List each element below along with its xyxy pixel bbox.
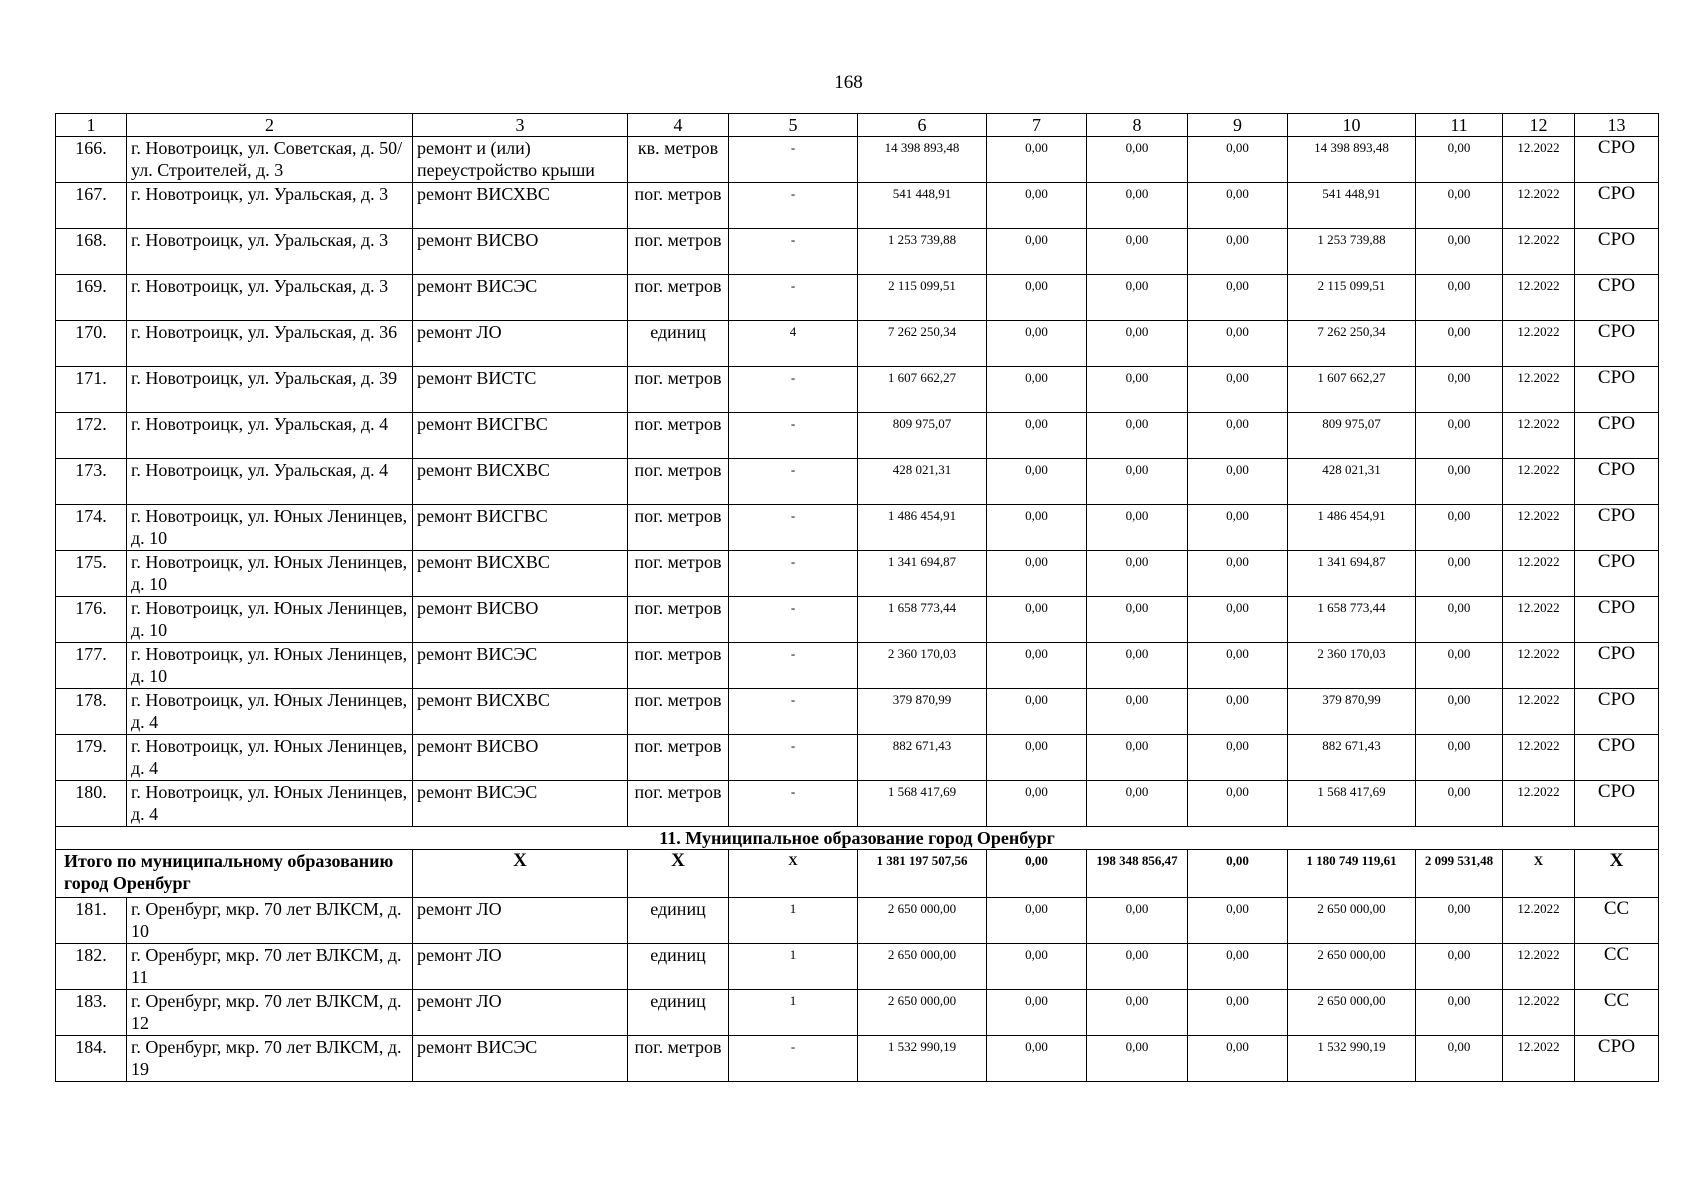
total-cost-cell: 1 532 990,19 [858, 1036, 987, 1082]
fund-cell: 0,00 [987, 781, 1087, 827]
other-funds-cell: 0,00 [1416, 898, 1503, 944]
table-row [56, 183, 1659, 229]
method-cell: СС [1575, 944, 1659, 990]
total-cost-cell: 1 253 739,88 [858, 229, 987, 275]
quantity-cell: - [729, 459, 858, 505]
method-cell: СРО [1575, 413, 1659, 459]
unit-cell: кв. метров [628, 137, 729, 183]
total-marker-cell: X [628, 850, 729, 898]
quantity-cell: - [729, 183, 858, 229]
section-title: 11. Муниципальное образование город Оренбург [56, 827, 1659, 850]
address-cell: г. Оренбург, мкр. 70 лет ВЛКСМ, д. 10 [127, 898, 413, 944]
budget-cell: 0,00 [1087, 275, 1188, 321]
deadline-cell: 12.2022 [1503, 689, 1575, 735]
address-cell: г. Новотроицк, ул. Уральская, д. 3 [127, 183, 413, 229]
column-number-header: 11 [1416, 114, 1503, 137]
column-number-header: 12 [1503, 114, 1575, 137]
other-funds-cell: 0,00 [1416, 944, 1503, 990]
method-cell: СРО [1575, 551, 1659, 597]
total-label: Итого по муниципальному образованию город Оренбург [56, 850, 413, 898]
column-number-header: 7 [987, 114, 1087, 137]
row-number-cell: 170. [56, 321, 127, 367]
unit-cell: пог. метров [628, 689, 729, 735]
other-funds-cell: 0,00 [1416, 597, 1503, 643]
unit-cell: пог. метров [628, 229, 729, 275]
deadline-cell: 12.2022 [1503, 229, 1575, 275]
local-budget-cell: 0,00 [1188, 321, 1288, 367]
method-cell: СРО [1575, 597, 1659, 643]
quantity-cell: - [729, 505, 858, 551]
table-row [56, 321, 1659, 367]
owners-funds-cell: 1 532 990,19 [1288, 1036, 1416, 1082]
total-cost-cell: 2 650 000,00 [858, 990, 987, 1036]
unit-cell: единиц [628, 321, 729, 367]
address-cell: г. Новотроицк, ул. Юных Ленинцев, д. 4 [127, 689, 413, 735]
total-value-cell: 0,00 [987, 850, 1087, 898]
deadline-cell: 12.2022 [1503, 1036, 1575, 1082]
deadline-cell: 12.2022 [1503, 321, 1575, 367]
fund-cell: 0,00 [987, 505, 1087, 551]
unit-cell: единиц [628, 990, 729, 1036]
local-budget-cell: 0,00 [1188, 229, 1288, 275]
method-cell: СРО [1575, 505, 1659, 551]
fund-cell: 0,00 [987, 459, 1087, 505]
row-number-cell: 181. [56, 898, 127, 944]
other-funds-cell: 0,00 [1416, 505, 1503, 551]
deadline-cell: 12.2022 [1503, 735, 1575, 781]
table-row [56, 781, 1659, 827]
method-cell: СРО [1575, 321, 1659, 367]
table-row [56, 137, 1659, 183]
other-funds-cell: 0,00 [1416, 137, 1503, 183]
row-number-cell: 167. [56, 183, 127, 229]
work-type-cell: ремонт ВИСХВС [413, 459, 628, 505]
other-funds-cell: 0,00 [1416, 1036, 1503, 1082]
total-marker-cell: X [413, 850, 628, 898]
deadline-cell: 12.2022 [1503, 275, 1575, 321]
total-cost-cell: 1 658 773,44 [858, 597, 987, 643]
total-cost-cell: 1 486 454,91 [858, 505, 987, 551]
unit-cell: пог. метров [628, 367, 729, 413]
column-number-header: 4 [628, 114, 729, 137]
row-number-cell: 178. [56, 689, 127, 735]
total-cost-cell: 2 360 170,03 [858, 643, 987, 689]
fund-cell: 0,00 [987, 735, 1087, 781]
total-cost-cell: 809 975,07 [858, 413, 987, 459]
total-cost-cell: 882 671,43 [858, 735, 987, 781]
row-number-cell: 184. [56, 1036, 127, 1082]
deadline-cell: 12.2022 [1503, 505, 1575, 551]
column-number-header: 5 [729, 114, 858, 137]
quantity-cell: 1 [729, 898, 858, 944]
table-row [56, 597, 1659, 643]
table-row [56, 459, 1659, 505]
budget-cell: 0,00 [1087, 551, 1188, 597]
fund-cell: 0,00 [987, 944, 1087, 990]
address-cell: г. Новотроицк, ул. Уральская, д. 3 [127, 275, 413, 321]
owners-funds-cell: 1 607 662,27 [1288, 367, 1416, 413]
address-cell: г. Новотроицк, ул. Уральская, д. 36 [127, 321, 413, 367]
work-type-cell: ремонт ВИСГВС [413, 413, 628, 459]
address-cell: г. Оренбург, мкр. 70 лет ВЛКСМ, д. 11 [127, 944, 413, 990]
total-cost-cell: 2 650 000,00 [858, 898, 987, 944]
local-budget-cell: 0,00 [1188, 735, 1288, 781]
fund-cell: 0,00 [987, 137, 1087, 183]
owners-funds-cell: 428 021,31 [1288, 459, 1416, 505]
fund-cell: 0,00 [987, 643, 1087, 689]
owners-funds-cell: 882 671,43 [1288, 735, 1416, 781]
fund-cell: 0,00 [987, 183, 1087, 229]
quantity-cell: 1 [729, 990, 858, 1036]
total-value-cell: X [1503, 850, 1575, 898]
method-cell: СРО [1575, 229, 1659, 275]
local-budget-cell: 0,00 [1188, 551, 1288, 597]
address-cell: г. Новотроицк, ул. Советская, д. 50/ул. Строителей, д. 3 [127, 137, 413, 183]
unit-cell: пог. метров [628, 459, 729, 505]
deadline-cell: 12.2022 [1503, 413, 1575, 459]
method-cell: СРО [1575, 275, 1659, 321]
method-cell: СРО [1575, 689, 1659, 735]
other-funds-cell: 0,00 [1416, 643, 1503, 689]
owners-funds-cell: 379 870,99 [1288, 689, 1416, 735]
total-cost-cell: 2 650 000,00 [858, 944, 987, 990]
other-funds-cell: 0,00 [1416, 229, 1503, 275]
other-funds-cell: 0,00 [1416, 551, 1503, 597]
fund-cell: 0,00 [987, 597, 1087, 643]
budget-cell: 0,00 [1087, 689, 1188, 735]
total-cost-cell: 1 341 694,87 [858, 551, 987, 597]
total-value-cell: X [729, 850, 858, 898]
quantity-cell: - [729, 137, 858, 183]
quantity-cell: 4 [729, 321, 858, 367]
deadline-cell: 12.2022 [1503, 459, 1575, 505]
address-cell: г. Оренбург, мкр. 70 лет ВЛКСМ, д. 12 [127, 990, 413, 1036]
owners-funds-cell: 1 658 773,44 [1288, 597, 1416, 643]
table-row [56, 1036, 1659, 1082]
address-cell: г. Новотроицк, ул. Уральская, д. 39 [127, 367, 413, 413]
unit-cell: единиц [628, 944, 729, 990]
local-budget-cell: 0,00 [1188, 990, 1288, 1036]
budget-cell: 0,00 [1087, 505, 1188, 551]
method-cell: СС [1575, 898, 1659, 944]
method-cell: СС [1575, 990, 1659, 1036]
quantity-cell: - [729, 1036, 858, 1082]
owners-funds-cell: 809 975,07 [1288, 413, 1416, 459]
unit-cell: пог. метров [628, 781, 729, 827]
address-cell: г. Новотроицк, ул. Юных Ленинцев, д. 10 [127, 597, 413, 643]
work-type-cell: ремонт ВИСТС [413, 367, 628, 413]
quantity-cell: - [729, 413, 858, 459]
unit-cell: единиц [628, 898, 729, 944]
table-row [56, 643, 1659, 689]
fund-cell: 0,00 [987, 689, 1087, 735]
total-cost-cell: 14 398 893,48 [858, 137, 987, 183]
column-number-header: 9 [1188, 114, 1288, 137]
row-number-cell: 169. [56, 275, 127, 321]
method-cell: СРО [1575, 367, 1659, 413]
owners-funds-cell: 1 253 739,88 [1288, 229, 1416, 275]
budget-cell: 0,00 [1087, 367, 1188, 413]
work-type-cell: ремонт ЛО [413, 990, 628, 1036]
work-type-cell: ремонт ВИСВО [413, 735, 628, 781]
owners-funds-cell: 2 650 000,00 [1288, 944, 1416, 990]
total-value-cell: 1 381 197 507,56 [858, 850, 987, 898]
local-budget-cell: 0,00 [1188, 275, 1288, 321]
table-row [56, 413, 1659, 459]
total-cost-cell: 379 870,99 [858, 689, 987, 735]
quantity-cell: - [729, 367, 858, 413]
local-budget-cell: 0,00 [1188, 413, 1288, 459]
budget-cell: 0,00 [1087, 321, 1188, 367]
total-value-cell: 1 180 749 119,61 [1288, 850, 1416, 898]
method-cell: СРО [1575, 1036, 1659, 1082]
local-budget-cell: 0,00 [1188, 505, 1288, 551]
quantity-cell: 1 [729, 944, 858, 990]
table-row [56, 367, 1659, 413]
table-row [56, 229, 1659, 275]
other-funds-cell: 0,00 [1416, 367, 1503, 413]
table-row [56, 689, 1659, 735]
owners-funds-cell: 1 486 454,91 [1288, 505, 1416, 551]
owners-funds-cell: 541 448,91 [1288, 183, 1416, 229]
total-cost-cell: 1 607 662,27 [858, 367, 987, 413]
quantity-cell: - [729, 275, 858, 321]
budget-cell: 0,00 [1087, 413, 1188, 459]
local-budget-cell: 0,00 [1188, 643, 1288, 689]
quantity-cell: - [729, 735, 858, 781]
address-cell: г. Новотроицк, ул. Уральская, д. 4 [127, 459, 413, 505]
work-type-cell: ремонт ВИСВО [413, 229, 628, 275]
work-type-cell: ремонт ВИСГВС [413, 505, 628, 551]
work-type-cell: ремонт ВИСЭС [413, 1036, 628, 1082]
unit-cell: пог. метров [628, 275, 729, 321]
owners-funds-cell: 2 650 000,00 [1288, 990, 1416, 1036]
address-cell: г. Новотроицк, ул. Юных Ленинцев, д. 10 [127, 505, 413, 551]
table-row [56, 275, 1659, 321]
other-funds-cell: 0,00 [1416, 275, 1503, 321]
budget-cell: 0,00 [1087, 1036, 1188, 1082]
budget-cell: 0,00 [1087, 597, 1188, 643]
deadline-cell: 12.2022 [1503, 781, 1575, 827]
work-type-cell: ремонт ЛО [413, 321, 628, 367]
deadline-cell: 12.2022 [1503, 990, 1575, 1036]
column-number-header: 13 [1575, 114, 1659, 137]
table-row [56, 898, 1659, 944]
unit-cell: пог. метров [628, 735, 729, 781]
unit-cell: пог. метров [628, 551, 729, 597]
work-type-cell: ремонт ВИСХВС [413, 551, 628, 597]
row-number-cell: 175. [56, 551, 127, 597]
total-cost-cell: 2 115 099,51 [858, 275, 987, 321]
row-number-cell: 171. [56, 367, 127, 413]
owners-funds-cell: 1 341 694,87 [1288, 551, 1416, 597]
work-type-cell: ремонт ВИСЭС [413, 275, 628, 321]
other-funds-cell: 0,00 [1416, 459, 1503, 505]
owners-funds-cell: 2 115 099,51 [1288, 275, 1416, 321]
table-row [56, 505, 1659, 551]
quantity-cell: - [729, 643, 858, 689]
local-budget-cell: 0,00 [1188, 137, 1288, 183]
row-number-cell: 183. [56, 990, 127, 1036]
budget-cell: 0,00 [1087, 183, 1188, 229]
row-number-cell: 172. [56, 413, 127, 459]
quantity-cell: - [729, 781, 858, 827]
deadline-cell: 12.2022 [1503, 944, 1575, 990]
local-budget-cell: 0,00 [1188, 1036, 1288, 1082]
address-cell: г. Новотроицк, ул. Уральская, д. 4 [127, 413, 413, 459]
unit-cell: пог. метров [628, 183, 729, 229]
other-funds-cell: 0,00 [1416, 413, 1503, 459]
work-type-cell: ремонт ЛО [413, 944, 628, 990]
budget-cell: 0,00 [1087, 990, 1188, 1036]
fund-cell: 0,00 [987, 1036, 1087, 1082]
row-number-cell: 173. [56, 459, 127, 505]
method-cell: СРО [1575, 735, 1659, 781]
deadline-cell: 12.2022 [1503, 367, 1575, 413]
other-funds-cell: 0,00 [1416, 781, 1503, 827]
work-type-cell: ремонт ВИСЭС [413, 643, 628, 689]
column-number-header: 8 [1087, 114, 1188, 137]
local-budget-cell: 0,00 [1188, 689, 1288, 735]
deadline-cell: 12.2022 [1503, 137, 1575, 183]
other-funds-cell: 0,00 [1416, 689, 1503, 735]
work-type-cell: ремонт ЛО [413, 898, 628, 944]
local-budget-cell: 0,00 [1188, 367, 1288, 413]
row-number-cell: 177. [56, 643, 127, 689]
fund-cell: 0,00 [987, 413, 1087, 459]
other-funds-cell: 0,00 [1416, 735, 1503, 781]
method-cell: СРО [1575, 781, 1659, 827]
local-budget-cell: 0,00 [1188, 183, 1288, 229]
other-funds-cell: 0,00 [1416, 990, 1503, 1036]
owners-funds-cell: 7 262 250,34 [1288, 321, 1416, 367]
row-number-cell: 179. [56, 735, 127, 781]
works-table [55, 113, 1659, 1082]
work-type-cell: ремонт ВИСХВС [413, 183, 628, 229]
total-cost-cell: 428 021,31 [858, 459, 987, 505]
unit-cell: пог. метров [628, 643, 729, 689]
page-number: 168 [834, 72, 863, 93]
column-number-header: 3 [413, 114, 628, 137]
total-value-cell: 2 099 531,48 [1416, 850, 1503, 898]
fund-cell: 0,00 [987, 229, 1087, 275]
budget-cell: 0,00 [1087, 898, 1188, 944]
fund-cell: 0,00 [987, 321, 1087, 367]
budget-cell: 0,00 [1087, 944, 1188, 990]
table-row [56, 944, 1659, 990]
address-cell: г. Новотроицк, ул. Юных Ленинцев, д. 4 [127, 781, 413, 827]
budget-cell: 0,00 [1087, 137, 1188, 183]
method-cell: СРО [1575, 183, 1659, 229]
column-number-header: 2 [127, 114, 413, 137]
local-budget-cell: 0,00 [1188, 781, 1288, 827]
fund-cell: 0,00 [987, 898, 1087, 944]
table-body [56, 114, 1659, 1082]
owners-funds-cell: 14 398 893,48 [1288, 137, 1416, 183]
method-cell: СРО [1575, 643, 1659, 689]
total-marker-cell: X [1575, 850, 1659, 898]
row-number-cell: 166. [56, 137, 127, 183]
deadline-cell: 12.2022 [1503, 643, 1575, 689]
budget-cell: 0,00 [1087, 781, 1188, 827]
row-number-cell: 176. [56, 597, 127, 643]
owners-funds-cell: 2 360 170,03 [1288, 643, 1416, 689]
unit-cell: пог. метров [628, 505, 729, 551]
fund-cell: 0,00 [987, 275, 1087, 321]
local-budget-cell: 0,00 [1188, 459, 1288, 505]
table-row [56, 990, 1659, 1036]
total-value-cell: 0,00 [1188, 850, 1288, 898]
work-type-cell: ремонт и (или) переустройство крыши [413, 137, 628, 183]
address-cell: г. Новотроицк, ул. Юных Ленинцев, д. 10 [127, 643, 413, 689]
unit-cell: пог. метров [628, 1036, 729, 1082]
quantity-cell: - [729, 229, 858, 275]
column-number-header: 6 [858, 114, 987, 137]
budget-cell: 0,00 [1087, 643, 1188, 689]
total-cost-cell: 1 568 417,69 [858, 781, 987, 827]
local-budget-cell: 0,00 [1188, 898, 1288, 944]
row-number-cell: 182. [56, 944, 127, 990]
quantity-cell: - [729, 551, 858, 597]
owners-funds-cell: 2 650 000,00 [1288, 898, 1416, 944]
work-type-cell: ремонт ВИСВО [413, 597, 628, 643]
owners-funds-cell: 1 568 417,69 [1288, 781, 1416, 827]
column-number-header-row [56, 114, 1659, 137]
budget-cell: 0,00 [1087, 229, 1188, 275]
quantity-cell: - [729, 597, 858, 643]
fund-cell: 0,00 [987, 367, 1087, 413]
row-number-cell: 174. [56, 505, 127, 551]
deadline-cell: 12.2022 [1503, 551, 1575, 597]
deadline-cell: 12.2022 [1503, 597, 1575, 643]
unit-cell: пог. метров [628, 597, 729, 643]
total-cost-cell: 541 448,91 [858, 183, 987, 229]
total-row [56, 850, 1659, 898]
row-number-cell: 180. [56, 781, 127, 827]
other-funds-cell: 0,00 [1416, 321, 1503, 367]
unit-cell: пог. метров [628, 413, 729, 459]
other-funds-cell: 0,00 [1416, 183, 1503, 229]
row-number-cell: 168. [56, 229, 127, 275]
budget-cell: 0,00 [1087, 735, 1188, 781]
work-type-cell: ремонт ВИСЭС [413, 781, 628, 827]
deadline-cell: 12.2022 [1503, 898, 1575, 944]
address-cell: г. Новотроицк, ул. Юных Ленинцев, д. 10 [127, 551, 413, 597]
budget-cell: 0,00 [1087, 459, 1188, 505]
fund-cell: 0,00 [987, 990, 1087, 1036]
column-number-header: 10 [1288, 114, 1416, 137]
quantity-cell: - [729, 689, 858, 735]
address-cell: г. Оренбург, мкр. 70 лет ВЛКСМ, д. 19 [127, 1036, 413, 1082]
table-row [56, 735, 1659, 781]
work-type-cell: ремонт ВИСХВС [413, 689, 628, 735]
fund-cell: 0,00 [987, 551, 1087, 597]
section-header-row [56, 827, 1659, 850]
total-cost-cell: 7 262 250,34 [858, 321, 987, 367]
method-cell: СРО [1575, 137, 1659, 183]
total-value-cell: 198 348 856,47 [1087, 850, 1188, 898]
address-cell: г. Новотроицк, ул. Уральская, д. 3 [127, 229, 413, 275]
local-budget-cell: 0,00 [1188, 597, 1288, 643]
table-row [56, 551, 1659, 597]
column-number-header: 1 [56, 114, 127, 137]
address-cell: г. Новотроицк, ул. Юных Ленинцев, д. 4 [127, 735, 413, 781]
deadline-cell: 12.2022 [1503, 183, 1575, 229]
local-budget-cell: 0,00 [1188, 944, 1288, 990]
method-cell: СРО [1575, 459, 1659, 505]
